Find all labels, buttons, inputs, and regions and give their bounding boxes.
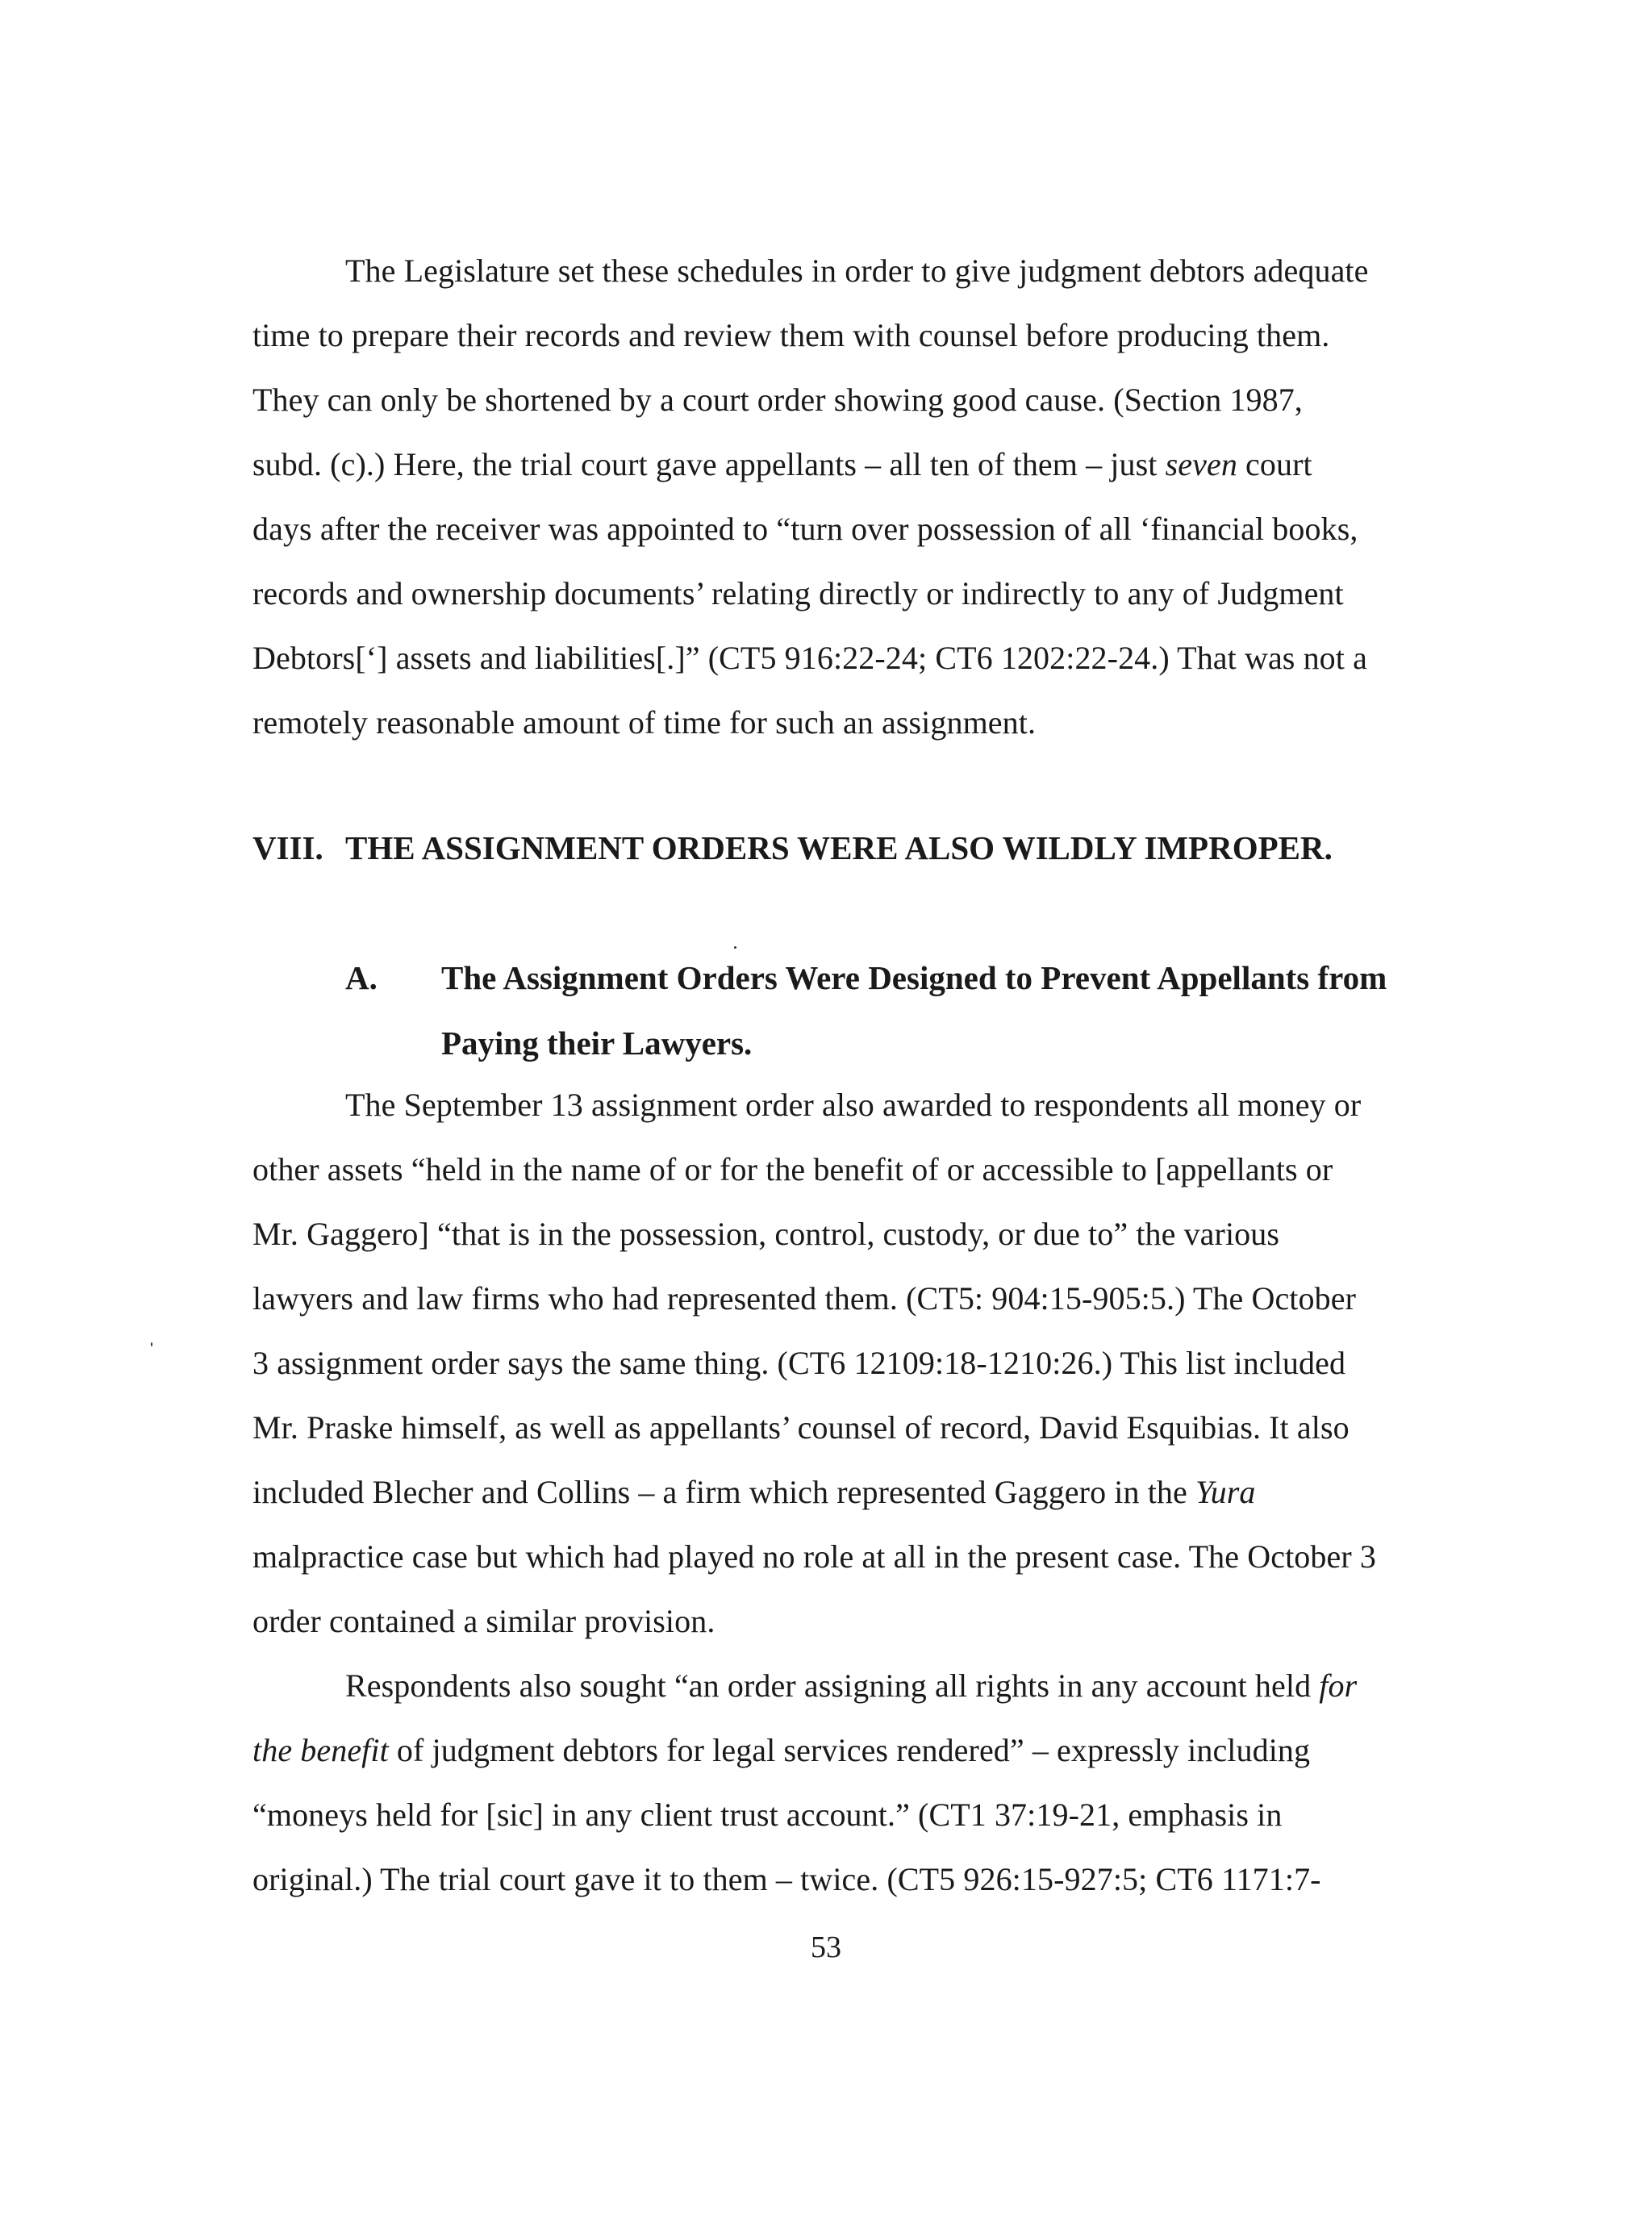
body-text: of judgment debtors for legal services rendered” – expressly including — [388, 1732, 1311, 1768]
body-line: original.) The trial court gave it to them – twice. (CT5 926:15-927:5; CT6 1171:7- — [252, 1861, 1321, 1897]
body-line: The September 13 assignment order also awarded to respondents all money or — [345, 1087, 1362, 1123]
body-line: Mr. Praske himself, as well as appellants’ counsel of record, David Esquibias. It also — [252, 1409, 1350, 1446]
page-number: 53 — [811, 1930, 841, 1964]
body-line — [252, 446, 1312, 482]
emphasis-text: seven — [1165, 446, 1237, 482]
body-line: “moneys held for [sic] in any client trust account.” (CT1 37:19-21, emphasis in — [252, 1797, 1283, 1833]
body-line: order contained a similar provision. — [252, 1603, 715, 1639]
body-line: malpractice case but which had played no role at all in the present case. The October 3 — [252, 1538, 1376, 1575]
body-line — [252, 1734, 1310, 1767]
body-line: days after the receiver was appointed to “turn over possession of all ‘financial books, — [252, 511, 1358, 547]
subsection-heading-line1: The Assignment Orders Were Designed to Prevent Appellants from — [441, 959, 1387, 996]
body-text: Respondents also sought “an order assigning all rights in any account held — [345, 1667, 1320, 1704]
section-number: VIII. — [252, 829, 323, 866]
body-line: 3 assignment order says the same thing. (CT6 12109:18-1210:26.) This list included — [252, 1345, 1346, 1381]
body-line: The Legislature set these schedules in order to give judgment debtors adequate — [345, 252, 1369, 289]
body-line: other assets “held in the name of or for the benefit of or accessible to [appellants or — [252, 1151, 1333, 1187]
subsection-letter: A. — [345, 959, 378, 996]
body-line: records and ownership documents’ relating directly or indirectly to any of Judgment — [252, 575, 1344, 611]
scan-speck — [734, 946, 736, 949]
body-line — [252, 1476, 1256, 1509]
body-text: subd. (c).) Here, the trial court gave appellants – all ten of them – just — [252, 446, 1166, 482]
body-text: court — [1237, 446, 1312, 482]
emphasis-text: Yura — [1195, 1474, 1256, 1510]
subsection-heading-line2: Paying their Lawyers. — [441, 1025, 753, 1062]
scan-speck — [151, 1342, 152, 1346]
emphasis-text: the benefit — [252, 1732, 389, 1768]
body-line: Mr. Gaggero] “that is in the possession, control, custody, or due to” the various — [252, 1216, 1280, 1252]
body-line: remotely reasonable amount of time for such an assignment. — [252, 704, 1037, 741]
body-line: They can only be shortened by a court order showing good cause. (Section 1987, — [252, 382, 1303, 418]
emphasis-text: for — [1319, 1667, 1358, 1704]
body-text: included Blecher and Collins – a firm which represented Gaggero in the — [252, 1474, 1195, 1510]
body-line: time to prepare their records and review them with counsel before producing them. — [252, 317, 1330, 353]
body-line: Debtors[‘] assets and liabilities[.]” (CT5 916:22-24; CT6 1202:22-24.) That was not a — [252, 640, 1367, 676]
body-line: lawyers and law firms who had represented them. (CT5: 904:15-905:5.) The October — [252, 1280, 1356, 1317]
section-heading: THE ASSIGNMENT ORDERS WERE ALSO WILDLY IMPROPER. — [345, 829, 1333, 866]
body-line — [345, 1667, 1358, 1704]
